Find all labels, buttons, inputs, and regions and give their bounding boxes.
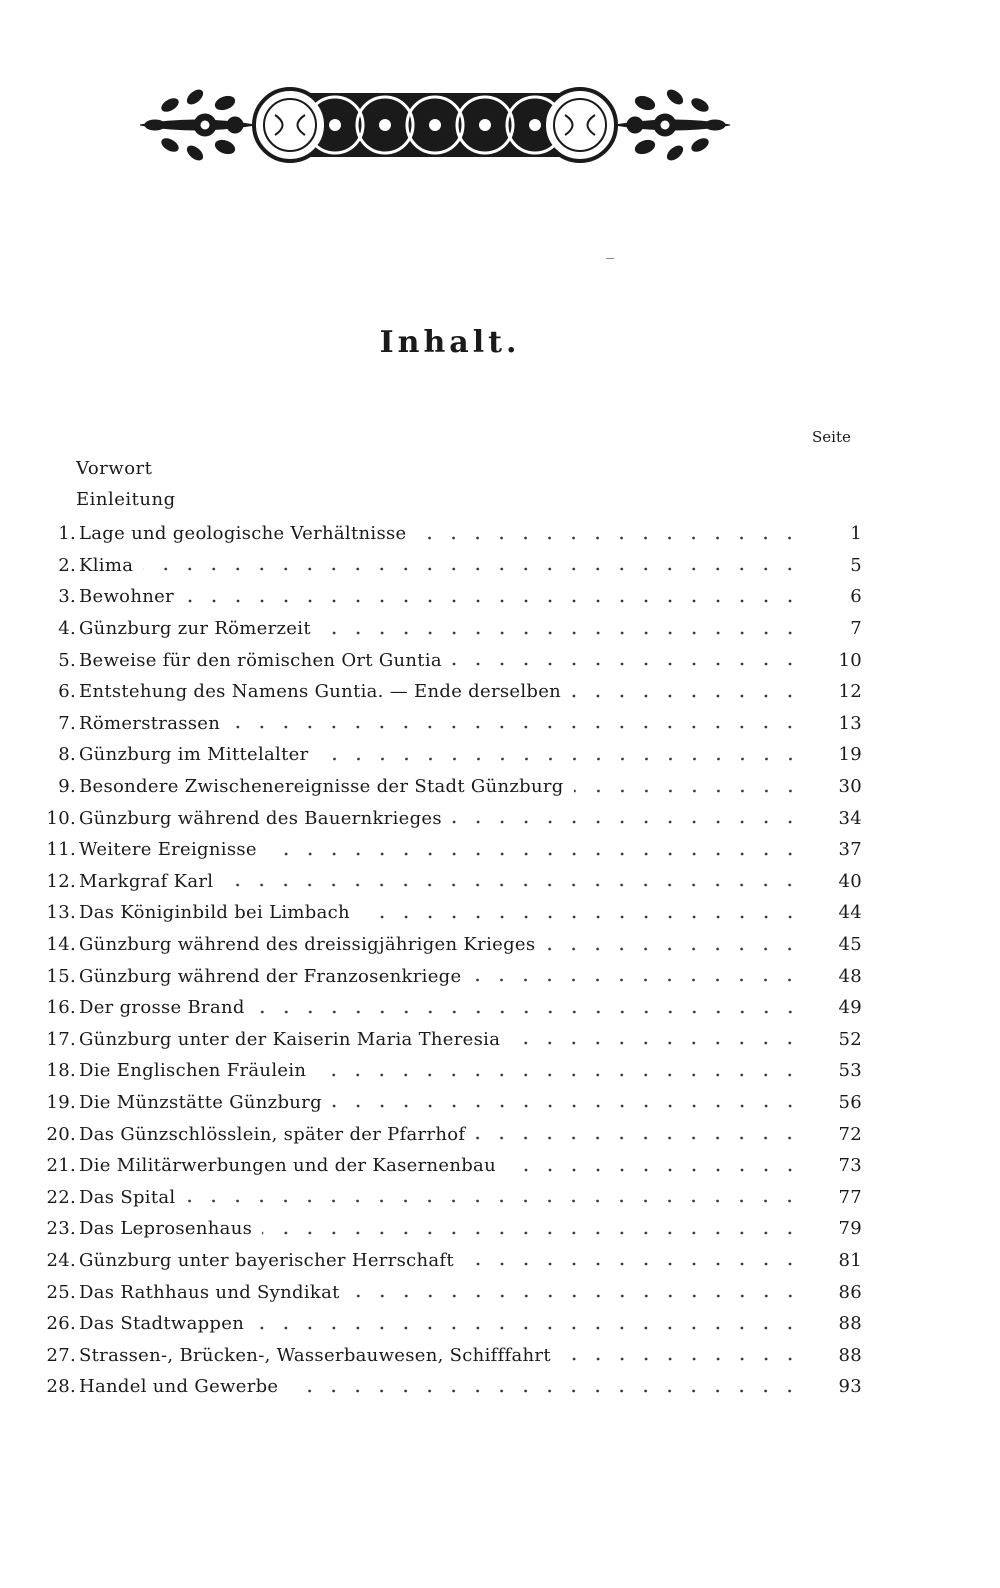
dot-leader: [254, 1325, 802, 1331]
toc-entry-title: Günzburg zur Römerzeit: [79, 618, 311, 640]
toc-entry-title: Strassen-, Brücken-, Wasserbauwesen, Schifffahrt: [79, 1344, 551, 1366]
table-of-contents: [36, 518, 862, 1403]
toc-entry: [36, 1276, 862, 1308]
toc-entry-page: 30: [838, 776, 862, 798]
toc-entry-number: 13.: [46, 902, 76, 924]
toc-entry-title: Die Englischen Fräulein: [79, 1060, 307, 1082]
toc-entry-title: Günzburg während des Bauernkrieges: [79, 807, 442, 829]
toc-entry-page: 79: [838, 1218, 862, 1240]
toc-entry-page: 5: [850, 554, 862, 576]
toc-entry-title: Bewohner: [79, 586, 174, 608]
toc-entry-number: 5.: [58, 649, 76, 671]
dot-leader: [471, 977, 802, 983]
toc-entry: [36, 1024, 862, 1056]
toc-entry-title: Günzburg unter bayerischer Herrschaft: [79, 1249, 454, 1271]
toc-entry: [36, 960, 862, 992]
page-column-header: Seite: [812, 428, 851, 446]
dot-leader: [223, 882, 802, 888]
toc-entry-page: 53: [838, 1060, 862, 1082]
toc-entry: [36, 866, 862, 898]
toc-entry-page: 49: [838, 997, 862, 1019]
toc-entry-number: 10.: [46, 807, 76, 829]
toc-entry-page: 88: [838, 1344, 862, 1366]
toc-entry-page: 73: [838, 1155, 862, 1177]
toc-entry: [36, 1371, 862, 1403]
toc-entry-page: 72: [838, 1123, 862, 1145]
toc-entry-number: 17.: [46, 1028, 76, 1050]
toc-entry-page: 19: [838, 744, 862, 766]
toc-entry-page: 88: [838, 1313, 862, 1335]
toc-entry-title: Das Rathhaus und Syndikat: [79, 1281, 340, 1303]
toc-entry-number: 15.: [46, 965, 76, 987]
toc-entry-page: 40: [838, 870, 862, 892]
toc-entry-title: Handel und Gewerbe: [79, 1376, 279, 1398]
toc-entry-number: 12.: [46, 870, 76, 892]
toc-entry: [36, 581, 862, 613]
toc-entry: [36, 1150, 862, 1182]
toc-entry: [36, 644, 862, 676]
dot-leader: [475, 1135, 802, 1141]
toc-entry-title: Das Stadtwappen: [79, 1313, 245, 1335]
toc-entry-page: 13: [838, 712, 862, 734]
dot-leader: [321, 630, 802, 636]
dot-leader: [255, 1009, 802, 1015]
toc-entry-page: 37: [838, 839, 862, 861]
dot-leader: [510, 1040, 802, 1046]
dot-leader: [571, 693, 802, 699]
dot-leader: [332, 1103, 802, 1109]
toc-entry-page: 34: [838, 807, 862, 829]
toc-entry: [36, 613, 862, 645]
toc-entry-page: 86: [838, 1281, 862, 1303]
toc-entry-number: 2.: [58, 554, 76, 576]
toc-entry-title: Das Königinbild bei Limbach: [79, 902, 350, 924]
dot-leader: [316, 1072, 802, 1078]
toc-entry-page: 52: [838, 1028, 862, 1050]
dot-leader: [416, 535, 802, 541]
toc-entry: [36, 1181, 862, 1213]
toc-entry-number: 28.: [46, 1376, 76, 1398]
toc-entry-title: Das Leprosenhaus: [79, 1218, 253, 1240]
toc-entry-title: Der grosse Brand: [79, 997, 245, 1019]
dot-leader: [267, 851, 802, 857]
toc-entry-page: 93: [838, 1376, 862, 1398]
dot-leader: [288, 1388, 802, 1394]
toc-entry-number: 25.: [46, 1281, 76, 1303]
toc-entry-page: 81: [838, 1249, 862, 1271]
dot-leader: [574, 788, 802, 794]
toc-entry-title: Entstehung des Namens Guntia. — Ende derselben: [79, 681, 562, 703]
toc-entry: [36, 1245, 862, 1277]
toc-entry-page: 1: [850, 523, 862, 545]
toc-entry-title: Weitere Ereignisse: [79, 839, 257, 861]
toc-entry-title: Römerstrassen: [79, 712, 221, 734]
toc-entry: [36, 676, 862, 708]
toc-entry-title: Günzburg im Mittelalter: [79, 744, 309, 766]
toc-entry-title: Das Günzschlösslein, später der Pfarrhof: [79, 1123, 466, 1145]
toc-entry: [36, 771, 862, 803]
dot-leader: [230, 724, 802, 730]
toc-entry-title: Besondere Zwischenereignisse der Stadt Günzburg: [79, 776, 564, 798]
toc-entry-title: Die Militärwerbungen und der Kasernenbau: [79, 1155, 496, 1177]
dot-leader: [262, 1230, 802, 1236]
toc-entry: [36, 1308, 862, 1340]
toc-entry-number: 27.: [46, 1344, 76, 1366]
toc-entry-number: 19.: [46, 1091, 76, 1113]
dot-leader: [561, 1356, 802, 1362]
toc-entry: [36, 992, 862, 1024]
dot-leader: [319, 756, 802, 762]
toc-entry-page: 7: [850, 618, 862, 640]
dot-leader: [545, 946, 802, 952]
toc-entry: [36, 802, 862, 834]
toc-entry-page: 77: [838, 1186, 862, 1208]
toc-entry-title: Lage und geologische Verhältnisse: [79, 523, 407, 545]
toc-entry-number: 8.: [58, 744, 76, 766]
toc-entry: [36, 897, 862, 929]
toc-entry-number: 20.: [46, 1123, 76, 1145]
toc-entry-title: Günzburg unter der Kaiserin Maria Theresia: [79, 1028, 501, 1050]
toc-entry-number: 24.: [46, 1249, 76, 1271]
toc-entry: [36, 518, 862, 550]
dot-leader: [506, 1167, 802, 1173]
toc-entry-title: Die Münzstätte Günzburg: [79, 1091, 322, 1113]
toc-entry-page: 48: [838, 965, 862, 987]
toc-entry: [36, 739, 862, 771]
dot-leader: [452, 661, 802, 667]
toc-entry-page: 44: [838, 902, 862, 924]
dot-leader: [464, 1261, 802, 1267]
toc-entry: [36, 1055, 862, 1087]
toc-entry-number: 9.: [58, 776, 76, 798]
toc-entry-number: 6.: [58, 681, 76, 703]
toc-entry-number: 21.: [46, 1155, 76, 1177]
toc-entry-number: 26.: [46, 1313, 76, 1335]
toc-entry: [36, 550, 862, 582]
toc-entry-title: Günzburg während der Franzosenkriege: [79, 965, 462, 987]
dot-leader: [143, 566, 802, 572]
toc-entry-page: 12: [838, 681, 862, 703]
toc-entry-title: Günzburg während des dreissigjährigen Krieges: [79, 934, 536, 956]
toc-entry-number: 23.: [46, 1218, 76, 1240]
toc-entry-title: Markgraf Karl: [79, 870, 214, 892]
toc-entry-title: Klima: [79, 554, 134, 576]
toc-entry-title: Das Spital: [79, 1186, 176, 1208]
dot-leader: [360, 914, 802, 920]
toc-entry-number: 11.: [46, 839, 76, 861]
toc-entry-page: 10: [838, 649, 862, 671]
toc-entry-number: 22.: [46, 1186, 76, 1208]
toc-entry: [36, 1118, 862, 1150]
toc-entry: [36, 929, 862, 961]
toc-entry-number: 4.: [58, 618, 76, 640]
toc-entry-page: 6: [850, 586, 862, 608]
toc-preliminary-einleitung: Einleitung: [76, 489, 176, 510]
toc-entry-number: 1.: [58, 523, 76, 545]
dot-leader: [350, 1293, 802, 1299]
toc-entry: [36, 834, 862, 866]
floral-headpiece-ornament-icon: [135, 75, 735, 175]
toc-entry-number: 3.: [58, 586, 76, 608]
toc-entry-number: 18.: [46, 1060, 76, 1082]
dot-leader: [185, 1198, 802, 1204]
page-title: Inhalt.: [379, 325, 521, 360]
toc-entry: [36, 708, 862, 740]
stray-mark: [606, 258, 614, 259]
dot-leader: [452, 819, 802, 825]
toc-entry-page: 45: [838, 934, 862, 956]
dot-leader: [184, 598, 802, 604]
toc-entry-title: Beweise für den römischen Ort Guntia: [79, 649, 442, 671]
toc-entry: [36, 1213, 862, 1245]
toc-entry-number: 16.: [46, 997, 76, 1019]
toc-entry: [36, 1087, 862, 1119]
toc-entry-number: 14.: [46, 934, 76, 956]
toc-preliminary-vorwort: Vorwort: [76, 458, 153, 479]
toc-entry-page: 56: [838, 1091, 862, 1113]
toc-entry-number: 7.: [58, 712, 76, 734]
toc-entry: [36, 1339, 862, 1371]
